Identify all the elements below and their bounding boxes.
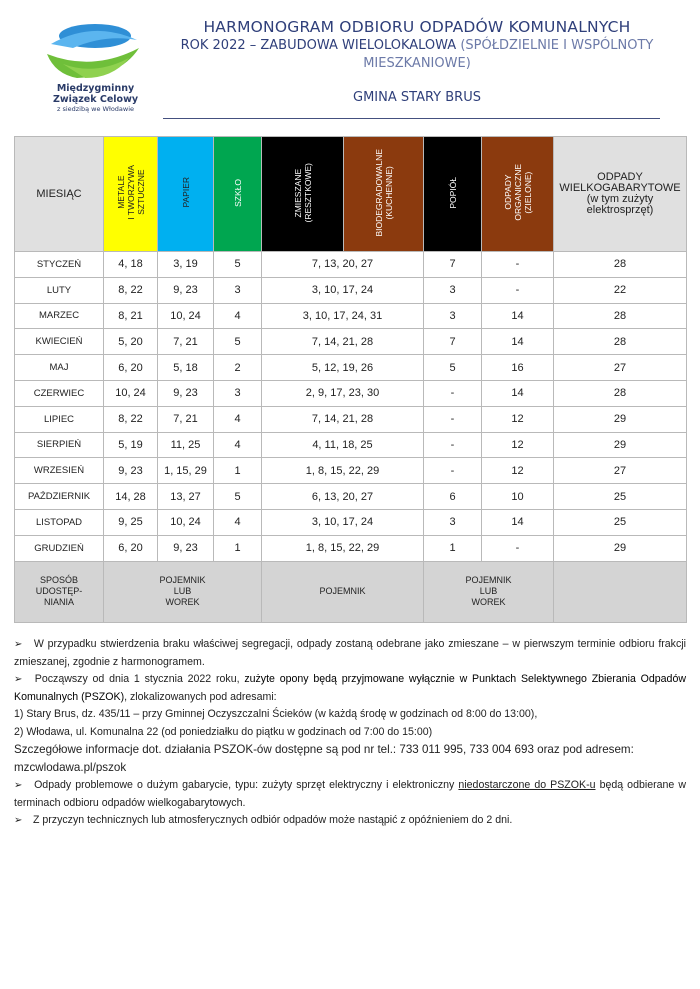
table-row — [15, 329, 687, 355]
cell-paper: 9, 23 — [158, 380, 214, 406]
cell-metal: 8, 22 — [104, 277, 158, 303]
cell-metal: 6, 20 — [104, 355, 158, 381]
note-bulky-electronics: ➢ Odpady problemowe o dużym gabarycie, typu: zużyty sprzęt elektryczny i elektroniczny niedostarczone do PSZOK-u będą odbierane w terminach odbioru odpadów wielkogabarytowych. — [14, 779, 687, 809]
cell-metal: 14, 28 — [104, 484, 158, 510]
bullet-arrow-icon: ➢ — [14, 639, 23, 650]
cell-mixed-bio: 3, 10, 17, 24, 31 — [262, 303, 424, 329]
notes-section — [14, 636, 686, 830]
cell-bulky: 28 — [554, 252, 687, 278]
logo-text — [33, 83, 158, 113]
cell-mixed-bio: 4, 11, 18, 25 — [262, 432, 424, 458]
header-organic: ODPADY ORGANICZNE (ZIELONE) — [482, 137, 554, 252]
cell-glass: 5 — [214, 484, 262, 510]
cell-mixed-bio: 7, 14, 21, 28 — [262, 406, 424, 432]
cell-metal: 6, 20 — [104, 535, 158, 561]
cell-organic: 14 — [482, 509, 554, 535]
cell-month: PAŹDZIERNIK — [15, 484, 104, 510]
table-row — [15, 458, 687, 484]
cell-glass: 3 — [214, 380, 262, 406]
cell-bulky: 27 — [554, 458, 687, 484]
cell-paper: 1, 15, 29 — [158, 458, 214, 484]
cell-glass: 1 — [214, 535, 262, 561]
table-row — [15, 432, 687, 458]
cell-metal: 10, 24 — [104, 380, 158, 406]
cell-month: KWIECIEŃ — [15, 329, 104, 355]
cell-mixed-bio: 3, 10, 17, 24 — [262, 277, 424, 303]
cell-ash: 5 — [424, 355, 482, 381]
header-month: MIESIĄC — [15, 137, 104, 252]
logo-line-3: z siedzibą we Włodawie — [56, 105, 135, 113]
footer-label: SPOSÓB UDOSTĘP- NIANIA — [15, 561, 104, 622]
cell-month: STYCZEŃ — [15, 252, 104, 278]
logo-line-2: Związek Celowy — [52, 94, 139, 105]
subtitle-paren-a: (SPÓŁDZIELNIE I WSPÓLNOTY — [460, 38, 654, 53]
cell-organic: 12 — [482, 406, 554, 432]
cell-month: MARZEC — [15, 303, 104, 329]
cell-bulky: 29 — [554, 406, 687, 432]
cell-ash: - — [424, 432, 482, 458]
table-row — [15, 484, 687, 510]
cell-mixed-bio: 7, 13, 20, 27 — [262, 252, 424, 278]
cell-organic: - — [482, 535, 554, 561]
cell-ash: - — [424, 406, 482, 432]
cell-mixed-bio: 5, 12, 19, 26 — [262, 355, 424, 381]
cell-glass: 4 — [214, 432, 262, 458]
cell-month: MAJ — [15, 355, 104, 381]
header-paper: PAPIER — [158, 137, 214, 252]
subtitle-paren-b: MIESZKANIOWE) — [363, 56, 471, 71]
table-row — [15, 509, 687, 535]
cell-ash: 7 — [424, 329, 482, 355]
cell-ash: 3 — [424, 303, 482, 329]
header-metal: METALE I TWORZYWA SZTUCZNE — [104, 137, 158, 252]
municipality-name: GMINA STARY BRUS — [353, 90, 481, 105]
cell-mixed-bio: 1, 8, 15, 22, 29 — [262, 535, 424, 561]
note-tires: ➢ Począwszy od dnia 1 stycznia 2022 roku, zużyte opony będą przyjmowane wyłącznie w Punktach Selektywnego Zbierania Odpadów Komunalnych (PSZOK), zlokalizowanych pod adresami: — [14, 673, 686, 703]
bullet-arrow-icon: ➢ — [14, 780, 23, 791]
cell-metal: 8, 21 — [104, 303, 158, 329]
cell-metal: 9, 25 — [104, 509, 158, 535]
table-row — [15, 277, 687, 303]
cell-bulky: 27 — [554, 355, 687, 381]
bullet-arrow-icon: ➢ — [14, 674, 23, 685]
cell-bulky: 22 — [554, 277, 687, 303]
cell-month: GRUDZIEŃ — [15, 535, 104, 561]
footer-ash-organic: POJEMNIK LUB WOREK — [424, 561, 554, 622]
cell-bulky: 28 — [554, 380, 687, 406]
cell-glass: 4 — [214, 303, 262, 329]
cell-mixed-bio: 3, 10, 17, 24 — [262, 509, 424, 535]
cell-ash: - — [424, 380, 482, 406]
cell-bulky: 28 — [554, 329, 687, 355]
pszok-info: Szczegółowe informacje dot. działania PSZOK-ów dostępne są pod nr tel.: 733 011 995, 733 004 693 oraz pod adresem: — [14, 743, 634, 756]
cell-metal: 5, 20 — [104, 329, 158, 355]
footer-recyclables: POJEMNIK LUB WOREK — [104, 561, 262, 622]
table-row — [15, 252, 687, 278]
cell-organic: 14 — [482, 329, 554, 355]
cell-glass: 1 — [214, 458, 262, 484]
cell-metal: 5, 19 — [104, 432, 158, 458]
note-delay: ➢ Z przyczyn technicznych lub atmosferycznych odbiór odpadów może nastąpić z opóźnieniem do 2 dni. — [14, 812, 686, 830]
header-bulky: ODPADY WIELKOGABARYTOWE (w tym zużyty elektrosprzęt) — [554, 137, 687, 252]
table-footer-row — [15, 561, 687, 622]
cell-paper: 10, 24 — [158, 303, 214, 329]
footer-mixed: POJEMNIK — [262, 561, 424, 622]
cell-mixed-bio: 2, 9, 17, 23, 30 — [262, 380, 424, 406]
cell-organic: - — [482, 252, 554, 278]
table-row — [15, 535, 687, 561]
header-mixed: ZMIESZANE (RESZTKOWE) — [262, 137, 344, 252]
page-subtitle — [163, 37, 671, 55]
cell-glass: 5 — [214, 252, 262, 278]
note-segregation: ➢ W przypadku stwierdzenia braku właściwej segregacji, odpady zostaną odebrane jako zmieszane – w pierwszym terminie odbioru frakcji zmieszanej, zgodnie z harmonogramem. — [14, 638, 686, 668]
cell-organic: 14 — [482, 380, 554, 406]
cell-organic: 14 — [482, 303, 554, 329]
cell-metal: 4, 18 — [104, 252, 158, 278]
cell-ash: 1 — [424, 535, 482, 561]
cell-glass: 4 — [214, 509, 262, 535]
header-titles — [163, 17, 671, 107]
schedule-table — [14, 136, 687, 623]
cell-bulky: 29 — [554, 535, 687, 561]
cell-month: WRZESIEŃ — [15, 458, 104, 484]
cell-ash: - — [424, 458, 482, 484]
cell-month: LIPIEC — [15, 406, 104, 432]
cell-glass: 5 — [214, 329, 262, 355]
cell-organic: - — [482, 277, 554, 303]
cell-bulky: 25 — [554, 509, 687, 535]
cell-bulky: 29 — [554, 432, 687, 458]
bullet-arrow-icon: ➢ — [14, 815, 23, 826]
cell-organic: 10 — [482, 484, 554, 510]
cell-paper: 5, 18 — [158, 355, 214, 381]
table-row — [15, 355, 687, 381]
table-row — [15, 380, 687, 406]
cell-paper: 13, 27 — [158, 484, 214, 510]
cell-paper: 10, 24 — [158, 509, 214, 535]
cell-paper: 3, 19 — [158, 252, 214, 278]
cell-mixed-bio: 7, 14, 21, 28 — [262, 329, 424, 355]
cell-month: LISTOPAD — [15, 509, 104, 535]
cell-month: SIERPIEŃ — [15, 432, 104, 458]
logo-line-1: Międzygminny — [56, 83, 135, 94]
cell-paper: 7, 21 — [158, 406, 214, 432]
pszok-url: mzcwlodawa.pl/pszok — [14, 761, 127, 774]
header-bio: BIODEGRADOWALNE (KUCHENNE) — [344, 137, 424, 252]
header-ash: POPIÓŁ — [424, 137, 482, 252]
cell-bulky: 28 — [554, 303, 687, 329]
cell-mixed-bio: 1, 8, 15, 22, 29 — [262, 458, 424, 484]
page-title: HARMONOGRAM ODBIORU ODPADÓW KOMUNALNYCH — [203, 18, 631, 36]
cell-ash: 7 — [424, 252, 482, 278]
footer-bulky — [554, 561, 687, 622]
cell-month: LUTY — [15, 277, 104, 303]
cell-organic: 12 — [482, 432, 554, 458]
cell-metal: 9, 23 — [104, 458, 158, 484]
cell-bulky: 25 — [554, 484, 687, 510]
address-1: 1) Stary Brus, dz. 435/11 – przy Gminnej Oczyszczalni Ścieków (w każdą środę w godzinach od 8:00 do 13:00), — [14, 708, 538, 720]
table-header-row — [15, 137, 687, 252]
header-glass: SZKŁO — [214, 137, 262, 252]
cell-ash: 3 — [424, 277, 482, 303]
cell-paper: 7, 21 — [158, 329, 214, 355]
table-row — [15, 303, 687, 329]
cell-organic: 12 — [482, 458, 554, 484]
cell-glass: 3 — [214, 277, 262, 303]
subtitle-main: ROK 2022 – ZABUDOWA WIELOLOKALOWA — [180, 38, 457, 53]
cell-ash: 6 — [424, 484, 482, 510]
cell-organic: 16 — [482, 355, 554, 381]
cell-metal: 8, 22 — [104, 406, 158, 432]
cell-ash: 3 — [424, 509, 482, 535]
cell-mixed-bio: 6, 13, 20, 27 — [262, 484, 424, 510]
cell-glass: 4 — [214, 406, 262, 432]
address-2: 2) Włodawa, ul. Komunalna 22 (od poniedziałku do piątku w godzinach od 7:00 do 15:00) — [14, 725, 433, 738]
cell-paper: 11, 25 — [158, 432, 214, 458]
table-row — [15, 406, 687, 432]
cell-glass: 2 — [214, 355, 262, 381]
cell-paper: 9, 23 — [158, 535, 214, 561]
header-divider — [163, 118, 660, 119]
cell-paper: 9, 23 — [158, 277, 214, 303]
cell-month: CZERWIEC — [15, 380, 104, 406]
